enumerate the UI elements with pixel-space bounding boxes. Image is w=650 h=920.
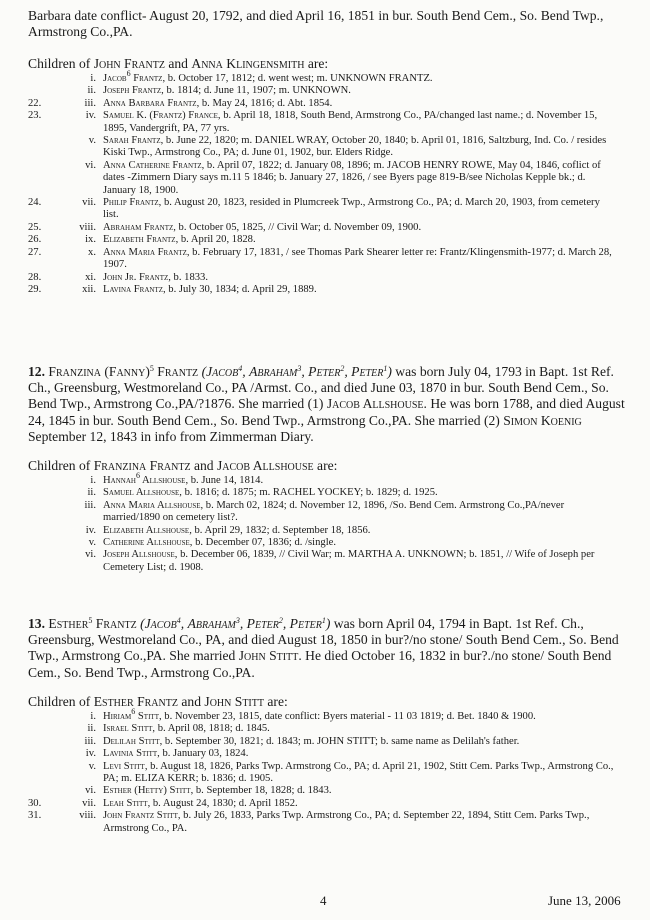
heading-text: Children of — [28, 56, 94, 71]
child-details: , b. April 18, 1818, South Bend, Armstrong Co., PA/changed last name.; d. November 15, 1895, Vandergrift, PA, 77 yrs. — [103, 110, 598, 134]
child-list-item — [0, 160, 650, 197]
record-number: 25. — [28, 221, 42, 233]
child-name: Anna Catherine Frantz — [103, 159, 202, 171]
parent1-name: John Frantz — [93, 56, 165, 71]
child-list-item — [0, 85, 650, 97]
entry-text: . He died October 16, 1832 in bur?./no stone/ South Bend Cem., So. Bend Twp., Armstrong Co.,PA. — [28, 648, 612, 680]
child-list-item — [0, 798, 650, 810]
child-details: , b. January 03, 1824. — [157, 748, 249, 760]
spouse-name: Jacob Allshouse — [326, 396, 424, 412]
child-entry-text — [103, 487, 618, 499]
child-list-item — [0, 707, 650, 723]
child-details: , b. April 20, 1828. — [175, 234, 256, 246]
child-details: , b. April 08, 1818; d. 1845. — [152, 723, 270, 735]
child-list-item — [0, 500, 650, 525]
child-entry-text — [103, 234, 618, 246]
section2-heading — [28, 458, 337, 474]
entry-text: . He was born 1788, and died August 24, 1845 in bur. South Bend Cem., So. Bend Twp., Armstrong Co.,PA. She married (2) — [28, 396, 625, 428]
child-entry-text — [103, 525, 618, 537]
person-name: Franzina (Fanny) — [48, 364, 150, 379]
heading-text: and — [177, 694, 205, 709]
entry-number: 12. — [28, 364, 45, 379]
child-name: Anna Maria Frantz — [103, 246, 187, 258]
child-list-item — [0, 234, 650, 246]
child-list-item — [0, 537, 650, 549]
roman-numeral: ii. — [87, 85, 96, 97]
child-name: John Frantz Stitt — [103, 810, 178, 822]
roman-numeral: v. — [88, 760, 96, 772]
child-name: Joseph Allshouse — [103, 549, 175, 561]
parent2-name: John Stitt — [204, 694, 264, 709]
child-list-item — [0, 69, 650, 85]
roman-numeral: ii. — [87, 487, 96, 499]
roman-numeral: iii. — [84, 97, 96, 109]
child-name: Elizabeth Frantz — [103, 234, 176, 246]
child-entry-text — [103, 798, 618, 810]
child-details: , b. 1814; d. June 11, 1907; m. UNKNOWN. — [161, 85, 351, 97]
child-entry-text — [103, 736, 618, 748]
record-number: 29. — [28, 283, 42, 295]
parent2-name: Anna Klingensmith — [191, 56, 305, 71]
child-entry-text — [103, 69, 618, 85]
generation-number: 6 — [135, 471, 140, 480]
child-entry-text — [103, 537, 618, 549]
child-name: Philip Frantz — [103, 197, 159, 209]
child-name: John Jr. Frantz — [103, 271, 169, 283]
roman-numeral: ix. — [85, 234, 96, 246]
child-entry-text — [103, 723, 618, 735]
child-name: Leah Stitt — [103, 797, 148, 809]
child-details: , b. April 29, 1832; d. September 18, 1856. — [189, 524, 371, 536]
child-entry-text — [103, 284, 618, 296]
section1-heading — [28, 56, 328, 72]
child-entry-text — [103, 471, 618, 487]
ancestor-name: Peter — [308, 364, 341, 379]
child-name: Sarah Frantz — [103, 135, 161, 147]
child-list-item — [0, 785, 650, 797]
child-list-item — [0, 247, 650, 272]
child-name: Jacob — [103, 73, 127, 84]
ancestor-name: Abraham — [249, 364, 298, 379]
section1-children-list — [0, 69, 650, 296]
ancestor-name: Jacob — [206, 364, 239, 379]
roman-numeral: xi. — [85, 271, 96, 283]
entry-text: was born July 04, 1793 in Bapt. 1st Ref. Ch., Greensburg, Westmoreland Co., PA /Armst. Co., and died June 03, 1870 in bur. South Bend Cem., So. Bend Twp., Armstrong Co.,PA/?1876. She married (1) — [28, 364, 614, 412]
record-number: 23. — [28, 110, 42, 122]
roman-numeral: iv. — [85, 110, 96, 122]
child-entry-text — [103, 160, 618, 197]
intro-text: Barbara date conflict- August 20, 1792, and died April 16, 1851 in bur. South Bend Cem., So. Bend Twp., Armstrong Co.,PA. — [28, 8, 604, 40]
child-entry-text — [103, 748, 618, 760]
child-details: , b. August 24, 1830; d. April 1852. — [147, 797, 298, 809]
roman-numeral: v. — [88, 135, 96, 147]
child-name: Catherine Allshouse — [103, 537, 190, 549]
child-surname: Stitt — [135, 711, 159, 722]
generation-number: 3 — [235, 616, 240, 625]
spouse-name: Simon Koenig — [503, 412, 582, 428]
child-details: , b. October 05, 1825, // Civil War; d. November 09, 1900. — [173, 221, 422, 233]
child-name: Anna Barbara Frantz — [103, 97, 197, 109]
child-name: Elizabeth Allshouse — [103, 524, 190, 536]
child-name: Samuel Allshouse — [103, 487, 180, 499]
child-entry-text — [103, 110, 618, 135]
child-details: , b. September 30, 1821; d. 1843; m. JOHN STITT; b. same name as Delilah's father. — [159, 735, 520, 747]
spouse-name: John Stitt — [238, 648, 299, 664]
child-details: , b. March 02, 1824; d. November 12, 1896, /So. Bend Cem. Armstrong Co.,PA/never married/1890 on cemetery list?. — [103, 499, 565, 524]
ancestor-name: Peter — [351, 364, 384, 379]
child-details: , b. August 18, 1826, Parks Twp. Armstrong Co., PA; d. April 21, 1902, Stitt Cem. Parks Twp., Armstrong Co., PA; m. ELIZA KERR; b. 1836; d. 1905. — [103, 760, 614, 785]
child-list-item — [0, 197, 650, 222]
generation-number: 2 — [278, 616, 283, 625]
person-name: Esther — [48, 616, 89, 631]
roman-numeral: x. — [88, 246, 96, 258]
roman-numeral: vii. — [82, 197, 96, 209]
lineage-open: ( — [198, 364, 207, 379]
child-details: , b. December 07, 1836; d. /single. — [189, 537, 337, 549]
child-details: , b. May 24, 1816; d. Abt. 1854. — [196, 97, 333, 109]
child-list-item — [0, 222, 650, 234]
child-entry-text — [103, 222, 618, 234]
footer-date: June 13, 2006 — [548, 893, 621, 908]
child-details: , b. 1816; d. 1875; m. RACHEL YOCKEY; b. 1829; d. 1925. — [179, 487, 438, 499]
child-name: Levi Stitt — [103, 760, 145, 772]
lineage: (Jacob$^4$, Abraham$^3$, Peter$^2$, Peter$^1$) — [198, 364, 392, 379]
ancestor-name: Peter — [289, 616, 322, 631]
entry-text: September 12, 1843 in info from Zimmerman Diary. — [28, 428, 314, 444]
child-details: , b. June 14, 1814. — [185, 475, 264, 486]
roman-numeral: viii. — [79, 221, 96, 233]
child-details: , b. November 23, 1815, date conflict: Byers material - 11 03 1819; d. Bet. 1840 & 1900. — [158, 711, 536, 722]
child-details: , b. 1833. — [168, 271, 208, 283]
lineage: (Jacob$^4$, Abraham$^3$, Peter$^2$, Peter$^1$) — [136, 616, 331, 631]
child-name: Joseph Frantz — [103, 85, 162, 97]
page-number: 4 — [320, 893, 327, 908]
roman-numeral: vi. — [85, 785, 96, 797]
roman-numeral: xii. — [82, 283, 96, 295]
person-surname: Frantz — [153, 364, 199, 379]
generation-number: 6 — [131, 707, 136, 716]
child-name: Delilah Stitt — [103, 735, 160, 747]
child-name: Lavinia Stitt — [103, 748, 158, 760]
intro-paragraph — [28, 8, 628, 40]
heading-text: and — [164, 56, 192, 71]
roman-numeral: vi. — [85, 549, 96, 561]
record-number: 31. — [28, 810, 42, 822]
section2-children-list — [0, 471, 650, 574]
ancestor-name: Jacob — [144, 616, 177, 631]
child-entry-text — [103, 707, 618, 723]
roman-numeral: vi. — [85, 159, 96, 171]
child-name: Abraham Frantz — [103, 221, 174, 233]
child-details: , b. July 30, 1834; d. April 29, 1889. — [163, 283, 317, 295]
roman-numeral: i. — [90, 711, 96, 722]
parent1-name: Franzina Frantz — [93, 458, 191, 473]
generation-number: 6 — [126, 69, 131, 78]
person-surname: Frantz — [92, 616, 137, 631]
roman-numeral: ii. — [87, 723, 96, 735]
generation-number: 5 — [88, 616, 93, 625]
child-surname: Allshouse — [139, 475, 186, 486]
child-name: Anna Maria Allshouse — [103, 499, 201, 511]
ancestor-name: Abraham — [187, 616, 236, 631]
child-entry-text — [103, 549, 618, 574]
child-list-item — [0, 110, 650, 135]
child-list-item — [0, 487, 650, 499]
record-number: 24. — [28, 197, 42, 209]
child-list-item — [0, 284, 650, 296]
record-number: 30. — [28, 797, 42, 809]
child-list-item — [0, 98, 650, 110]
parent2-name: Jacob Allshouse — [217, 458, 314, 473]
generation-number: 2 — [340, 364, 345, 373]
child-list-item — [0, 748, 650, 760]
record-number: 27. — [28, 246, 42, 258]
child-details: , b. February 17, 1831, / see Thomas Park Shearer letter re: Frantz/Klingensmith-1977; d. March 28, 1907. — [103, 246, 612, 271]
child-entry-text — [103, 135, 618, 160]
generation-number: 4 — [238, 364, 243, 373]
child-name: Hiriam — [103, 711, 132, 722]
child-name: Israel Stitt — [103, 723, 153, 735]
parent1-name: Esther Frantz — [93, 694, 178, 709]
child-list-item — [0, 272, 650, 284]
child-surname: Frantz — [130, 73, 163, 84]
child-details: , b. October 17, 1812; d. went west; m. UNKNOWN FRANTZ. — [162, 73, 433, 84]
child-name: Samuel K. (Frantz) France — [103, 110, 218, 122]
heading-text: and — [190, 458, 217, 473]
roman-numeral: i. — [90, 73, 96, 84]
child-entry-text — [103, 98, 618, 110]
child-entry-text — [103, 197, 618, 222]
generation-number: 1 — [383, 364, 388, 373]
child-entry-text — [103, 247, 618, 272]
child-entry-text — [103, 500, 618, 525]
generation-number: 1 — [321, 616, 326, 625]
roman-numeral: iv. — [85, 524, 96, 536]
heading-text: are: — [263, 694, 288, 709]
section3-heading — [28, 694, 288, 710]
child-name: Lavina Frantz — [103, 283, 163, 295]
roman-numeral: vii. — [82, 797, 96, 809]
child-list-item — [0, 723, 650, 735]
roman-numeral: i. — [90, 475, 96, 486]
child-details: , b. December 06, 1839, // Civil War; m. MARTHA A. UNKNOWN; b. 1851, // Wife of Joseph per Cemetery List; d. 1908. — [103, 549, 595, 573]
child-entry-text — [103, 810, 618, 835]
child-name: Esther (Hetty) Stitt — [103, 785, 191, 797]
child-list-item — [0, 761, 650, 786]
child-list-item — [0, 810, 650, 835]
generation-number: 3 — [297, 364, 302, 373]
entry-12-paragraph — [28, 364, 628, 445]
child-list-item — [0, 549, 650, 574]
roman-numeral: viii. — [79, 810, 96, 822]
heading-text: are: — [304, 56, 329, 71]
entry-text: was born April 04, 1794 in Bapt. 1st Ref. Ch., Greensburg, Westmoreland Co., PA, and died August 18, 1850 in bur?/no stone/ South Bend Cem., So. Bend Twp., Armstrong Co.,PA. She married — [28, 616, 619, 664]
ancestor-name: Peter — [246, 616, 279, 631]
heading-text: Children of — [28, 694, 94, 709]
record-number: 28. — [28, 271, 42, 283]
child-details: , b. June 22, 1820; m. DANIEL WRAY, October 20, 1840; b. April 01, 1816, Saltzburg, Ind. Co. / resides Kiski Twp., Armstrong Co., PA; d. June 01, 1902, bur. Elders Ridge. — [103, 135, 607, 159]
child-list-item — [0, 736, 650, 748]
entry-number: 13. — [28, 616, 45, 631]
child-entry-text — [103, 85, 618, 97]
record-number: 26. — [28, 234, 42, 246]
child-list-item — [0, 471, 650, 487]
generation-number: 5 — [149, 364, 154, 373]
child-entry-text — [103, 272, 618, 284]
child-entry-text — [103, 761, 618, 786]
child-details: , b. August 20, 1823, resided in Plumcreek Twp., Armstrong Co., PA; d. March 20, 1903, from cemetery list. — [103, 197, 600, 221]
heading-text: are: — [313, 458, 338, 473]
section3-children-list — [0, 707, 650, 835]
child-entry-text — [103, 785, 618, 797]
lineage-open: ( — [136, 616, 145, 631]
child-name: Hannah — [103, 475, 136, 486]
roman-numeral: iii. — [84, 735, 96, 747]
child-details: , b. April 07, 1822; d. January 08, 1896; m. JACOB HENRY ROWE, May 04, 1846, coflict of dates -Zimmern Diary says m.11 5 1846; b. January 27, 1826, / see Byers page 819-B/see Nicholas Kepple bk.; d. January 18, 1900. — [103, 159, 601, 196]
record-number: 22. — [28, 97, 42, 109]
child-details: , b. July 26, 1833, Parks Twp. Armstrong Co., PA; d. September 22, 1894, Stitt Cem. Parks Twp., Armstrong Co., PA. — [103, 810, 590, 834]
generation-number: 4 — [176, 616, 181, 625]
roman-numeral: iii. — [84, 499, 96, 511]
child-list-item — [0, 525, 650, 537]
heading-text: Children of — [28, 458, 94, 473]
entry-13-paragraph — [28, 616, 628, 681]
roman-numeral: iv. — [85, 748, 96, 760]
roman-numeral: v. — [88, 537, 96, 549]
child-details: , b. September 18, 1828; d. 1843. — [190, 785, 332, 797]
child-list-item — [0, 135, 650, 160]
